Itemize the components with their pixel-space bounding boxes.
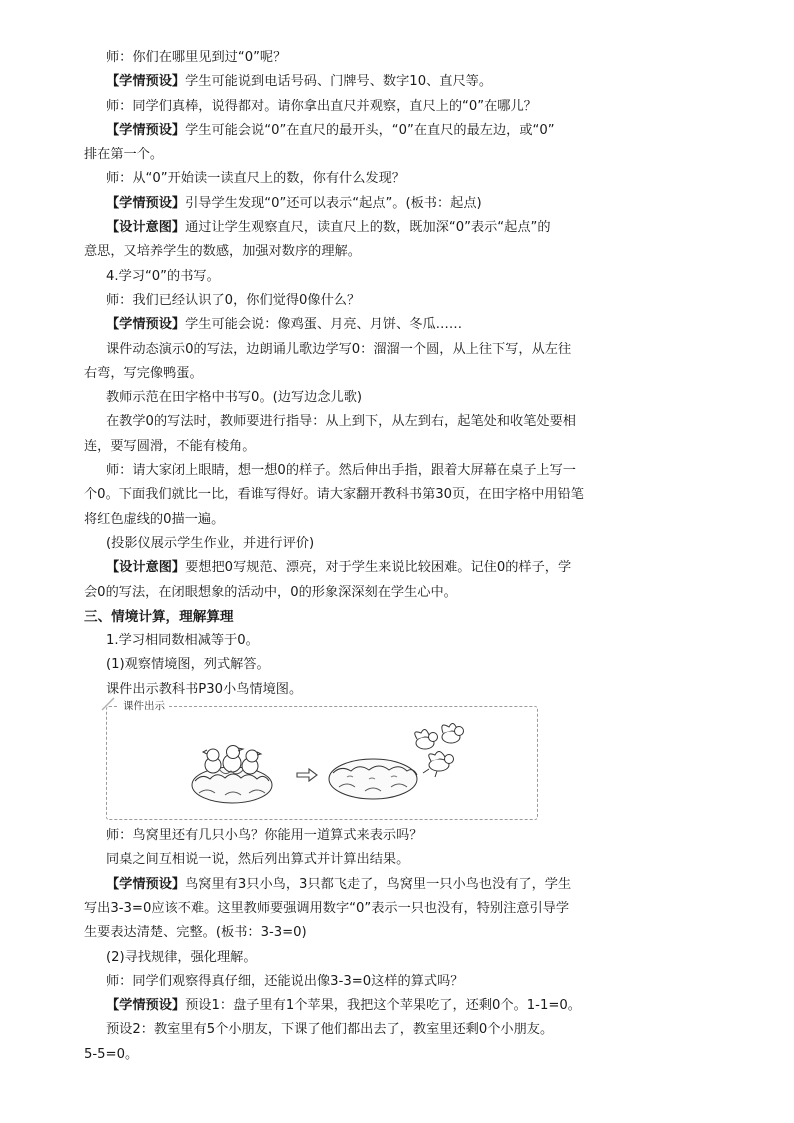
text-run: 师：鸟窝里还有几只小鸟？你能用一道算式来表示吗？ bbox=[106, 828, 423, 844]
text-run: 要想把0写规范、漂亮，对于学生来说比较困难。记住0的样子，学 bbox=[185, 560, 572, 576]
text-run: 学生可能说到电话号码、门牌号、数字10、直尺等。 bbox=[185, 74, 493, 90]
right-arrow-icon bbox=[297, 769, 317, 781]
text-line bbox=[84, 897, 710, 921]
flying-birds-icon bbox=[415, 723, 464, 777]
text-line bbox=[84, 362, 710, 386]
text-run: 预设2：教室里有5个小朋友，下课了他们都出去了，教室里还剩0个小朋友。 bbox=[106, 1022, 554, 1038]
text-run: 预设1：盘子里有1个苹果，我把这个苹果吃了，还剩0个。1-1=0。 bbox=[185, 998, 581, 1014]
section-heading bbox=[84, 605, 710, 629]
text-run: 1.学习相同数相减等于0。 bbox=[106, 633, 259, 649]
text-line bbox=[84, 678, 710, 702]
text-run: 连，要写圆滑，不能有棱角。 bbox=[84, 438, 256, 454]
text-run: 师：同学们真棒，说得都对。请你拿出直尺并观察，直尺上的“0”在哪儿？ bbox=[106, 98, 537, 114]
courseware-figure bbox=[106, 700, 538, 820]
bird-nest-scene bbox=[107, 707, 537, 819]
text-run: (1)观察情境图，列式解答。 bbox=[106, 657, 270, 673]
bracket-tag: 【学情预设】 bbox=[106, 998, 186, 1014]
text-line bbox=[84, 216, 710, 240]
bracket-tag: 【学情预设】 bbox=[106, 317, 186, 333]
text-line bbox=[84, 167, 710, 191]
bracket-tag: 三、情境计算，理解算理 bbox=[84, 608, 234, 625]
text-run: 5-5=0。 bbox=[84, 1046, 139, 1062]
text-line bbox=[84, 1043, 710, 1067]
text-run: 个0。下面我们就比一比，看谁写得好。请大家翻开教科书第30页，在田字格中用铅笔 bbox=[84, 487, 584, 503]
text-line bbox=[84, 410, 710, 434]
text-run: 会0的写法，在闭眼想象的活动中，0的形象深深刻在学生心中。 bbox=[84, 584, 457, 600]
text-line bbox=[84, 921, 710, 945]
text-line bbox=[84, 508, 710, 532]
text-run: 通过让学生观察直尺，读直尺上的数，既加深“0”表示“起点”的 bbox=[185, 220, 551, 236]
text-run: 师：同学们观察得真仔细，还能说出像3-3=0这样的算式吗？ bbox=[106, 973, 464, 989]
text-run: 意思，又培养学生的数感，加强对数序的理解。 bbox=[84, 244, 361, 260]
lesson-text-block-1 bbox=[84, 46, 710, 702]
text-line bbox=[84, 629, 710, 653]
nest-with-three-birds-icon bbox=[192, 746, 272, 804]
text-line bbox=[84, 46, 710, 70]
text-run: 课件动态演示0的写法，边朗诵儿歌边学写0：溜溜一个圆，从上往下写，从左往 bbox=[106, 341, 572, 357]
text-run: 4.学习“0”的书写。 bbox=[106, 268, 220, 284]
text-line bbox=[84, 532, 710, 556]
text-line bbox=[84, 192, 710, 216]
text-run: 课件出示教科书P30小鸟情境图。 bbox=[106, 681, 303, 697]
text-run: 学生可能会说：像鸡蛋、月亮、月饼、冬瓜…… bbox=[185, 317, 463, 333]
bracket-tag: 【学情预设】 bbox=[106, 122, 186, 138]
text-run: 在教学0的写法时，教师要进行指导：从上到下，从左到右，起笔处和收笔处要相 bbox=[106, 414, 576, 430]
bracket-tag: 【设计意图】 bbox=[106, 560, 186, 576]
text-line bbox=[84, 994, 710, 1018]
text-line bbox=[84, 653, 710, 677]
text-run: 引导学生发现“0”还可以表示“起点”。(板书：起点) bbox=[185, 195, 482, 211]
empty-nest-icon bbox=[329, 759, 417, 799]
text-run: 排在第一个。 bbox=[84, 147, 164, 163]
text-run: 师：从“0”开始读一读直尺上的数，你有什么发现？ bbox=[106, 171, 405, 187]
text-line bbox=[84, 313, 710, 337]
bracket-tag: 【学情预设】 bbox=[106, 876, 186, 892]
text-run: 右弯，写完像鸭蛋。 bbox=[84, 365, 203, 381]
text-line bbox=[84, 386, 710, 410]
text-line bbox=[84, 119, 710, 143]
text-run: 师：我们已经认识了0，你们觉得0像什么？ bbox=[106, 292, 361, 308]
text-line bbox=[84, 338, 710, 362]
text-line bbox=[84, 824, 710, 848]
text-line bbox=[84, 240, 710, 264]
text-line bbox=[84, 143, 710, 167]
text-run: 师：你们在哪里见到过“0”呢？ bbox=[106, 50, 287, 65]
text-line bbox=[84, 483, 710, 507]
text-line bbox=[84, 435, 710, 459]
text-line bbox=[84, 70, 710, 94]
text-run: 教师示范在田字格中书写0。(边写边念儿歌) bbox=[106, 390, 363, 406]
text-line bbox=[84, 289, 710, 313]
figure-label: 课件出示 bbox=[119, 699, 169, 713]
text-run: 将红色虚线的0描一遍。 bbox=[84, 511, 225, 527]
lesson-text-block-2 bbox=[84, 824, 710, 1067]
text-run: 同桌之间互相说一说，然后列出算式并计算出结果。 bbox=[106, 852, 410, 868]
text-line bbox=[84, 848, 710, 872]
lesson-page bbox=[84, 46, 710, 1067]
text-line bbox=[84, 459, 710, 483]
text-line bbox=[84, 946, 710, 970]
text-run: 鸟窝里有3只小鸟，3只都飞走了，鸟窝里一只小鸟也没有了，学生 bbox=[185, 876, 572, 892]
text-line bbox=[84, 265, 710, 289]
text-run: 生要表达清楚、完整。(板书：3-3=0) bbox=[84, 925, 307, 941]
text-line bbox=[84, 1018, 710, 1042]
text-line bbox=[84, 581, 710, 605]
bracket-tag: 【学情预设】 bbox=[106, 74, 186, 90]
text-run: (2)寻找规律，强化理解。 bbox=[106, 949, 257, 965]
bracket-tag: 【学情预设】 bbox=[106, 195, 186, 211]
text-run: 学生可能会说“0”在直尺的最开头，“0”在直尺的最左边，或“0” bbox=[185, 122, 555, 138]
text-run: 师：请大家闭上眼睛，想一想0的样子。然后伸出手指，跟着大屏幕在桌子上写一 bbox=[106, 463, 576, 479]
text-line bbox=[84, 873, 710, 897]
text-line bbox=[84, 95, 710, 119]
bracket-tag: 【设计意图】 bbox=[106, 220, 186, 236]
text-line bbox=[84, 556, 710, 580]
text-line bbox=[84, 970, 710, 994]
text-run: (投影仪展示学生作业，并进行评价) bbox=[106, 535, 315, 551]
text-run: 写出3-3=0应该不难。这里教师要强调用数字“0”表示一只也没有，特别注意引导学 bbox=[84, 900, 570, 916]
